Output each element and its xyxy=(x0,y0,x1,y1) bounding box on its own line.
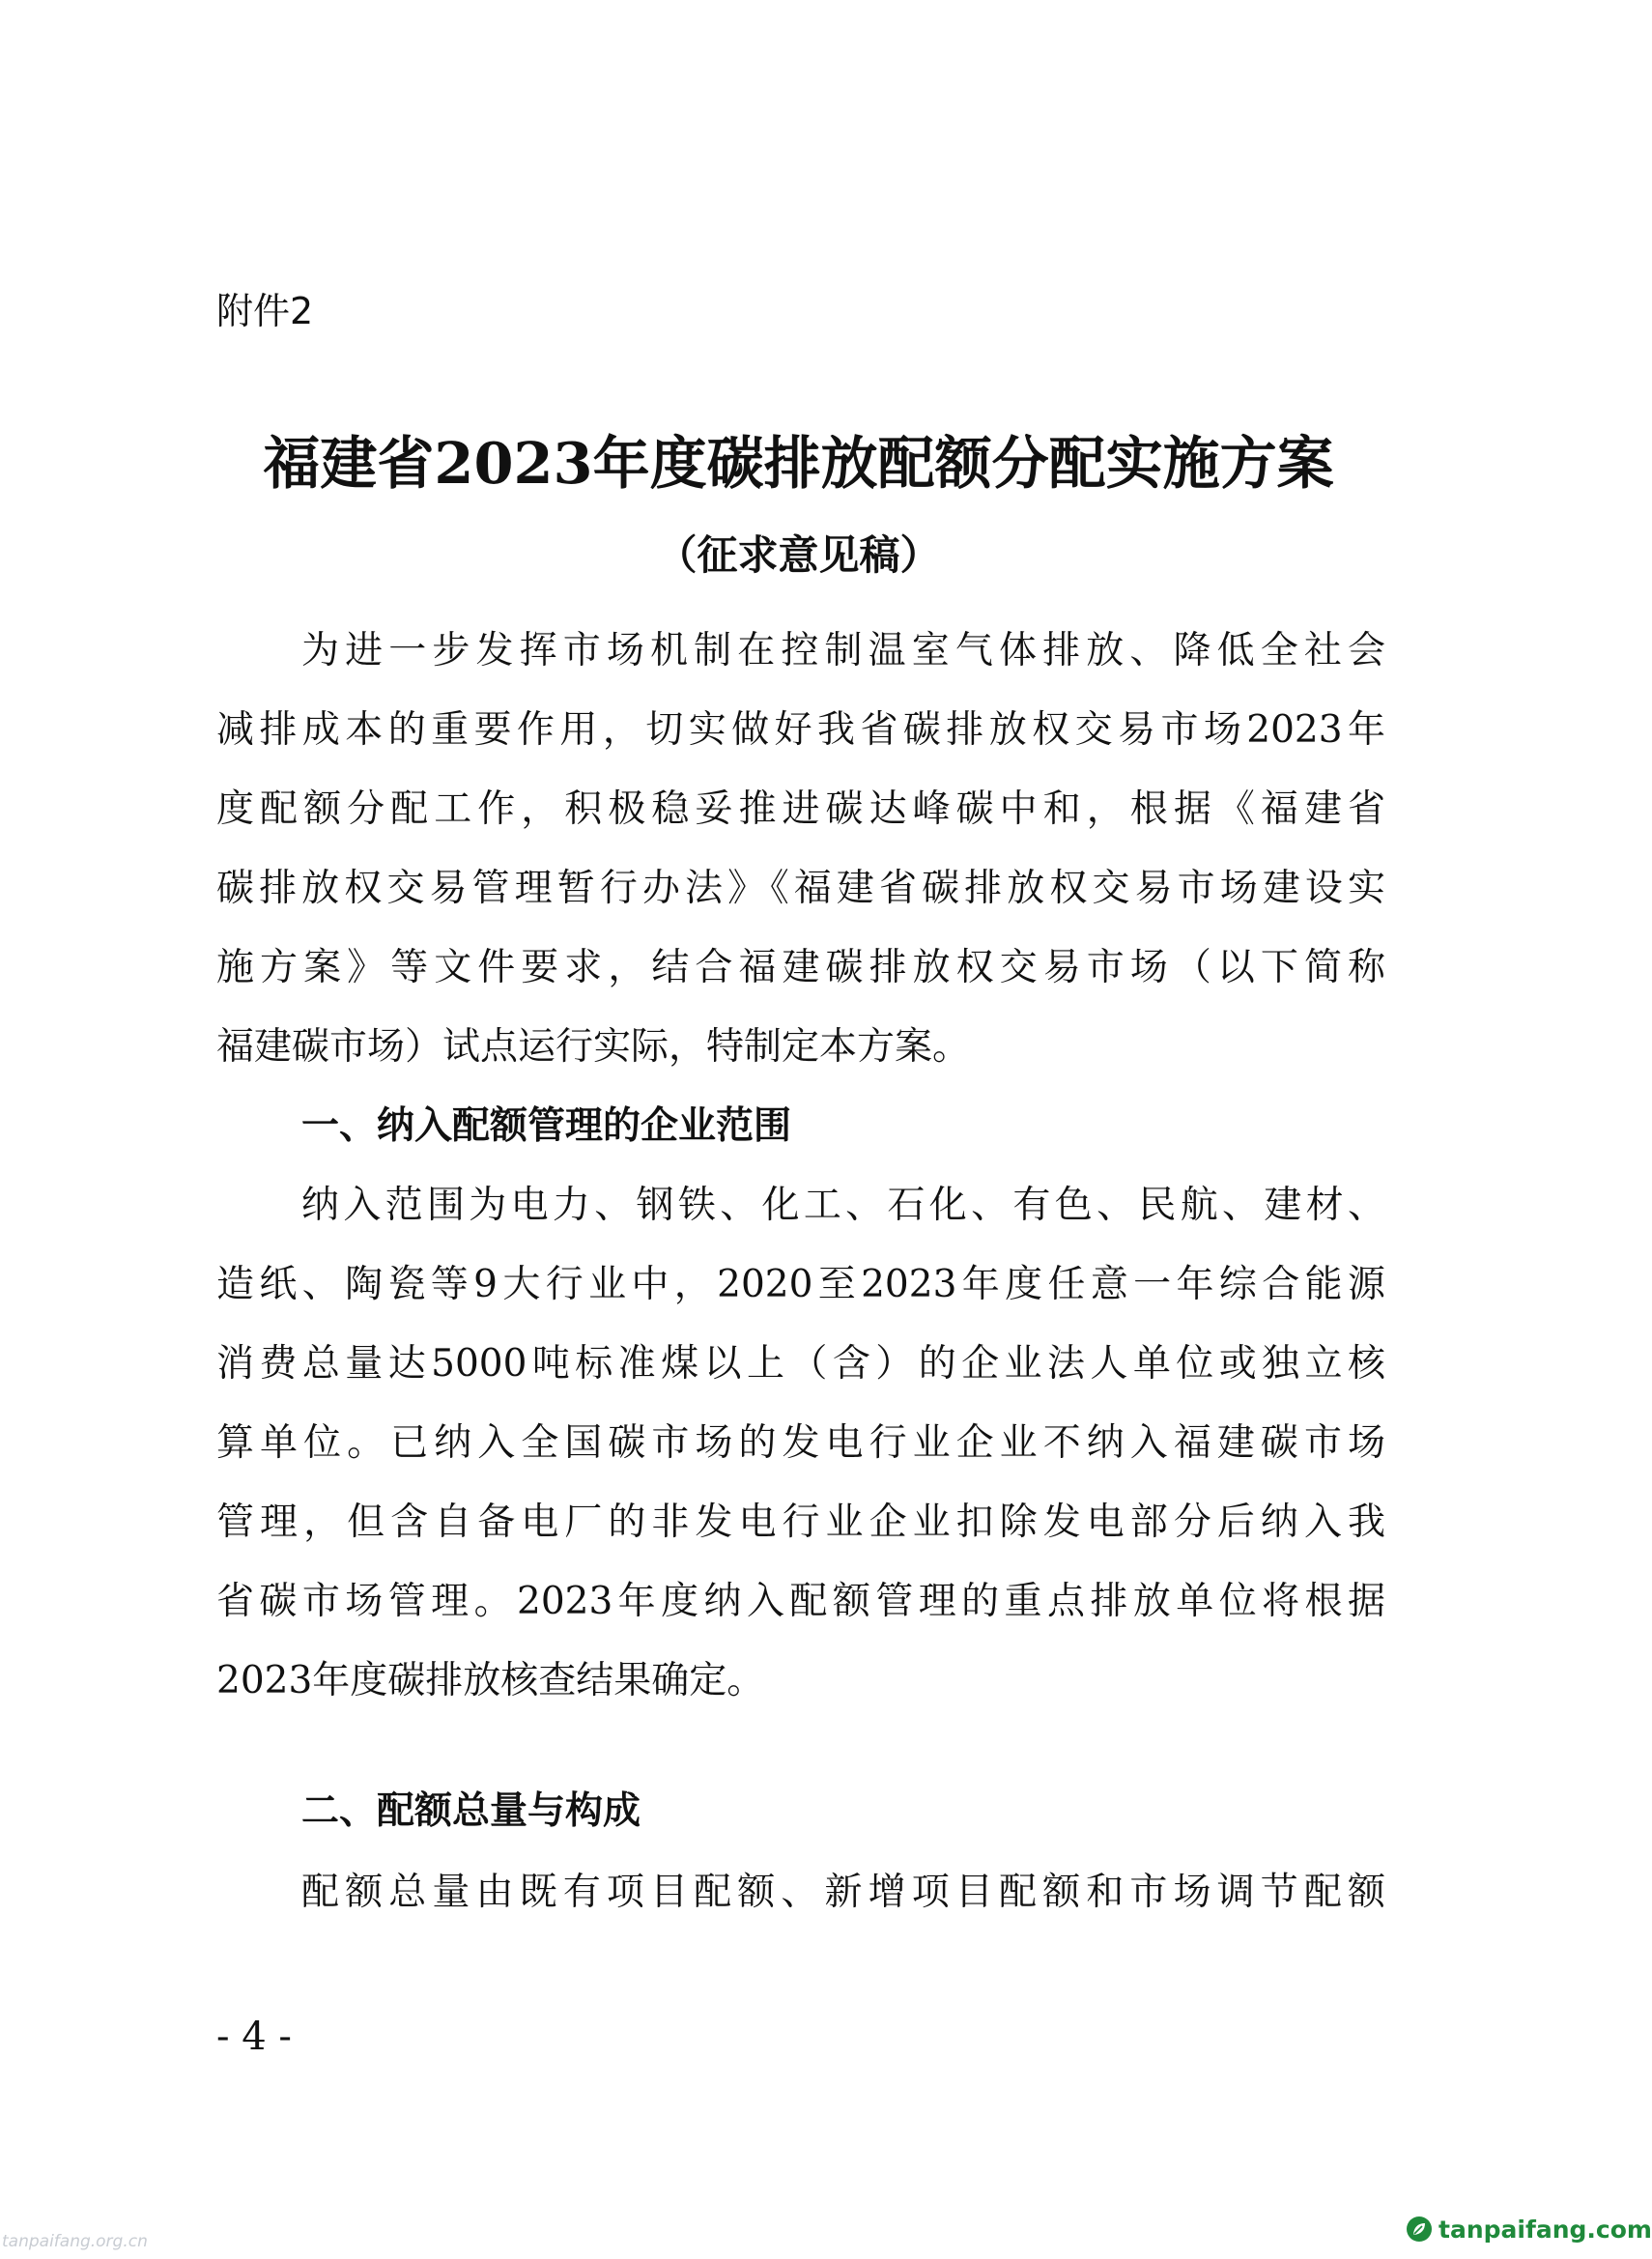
paragraph-line: 2023年度碳排放核查结果确定。 xyxy=(216,1659,765,1702)
attachment-label: 附件2 xyxy=(216,290,314,332)
paragraph-line: 福建碳市场）试点运行实际，特制定本方案。 xyxy=(216,1025,971,1069)
watermark-right[interactable] xyxy=(1406,2213,1652,2245)
paragraph-line: 减排成本的重要作用，切实做好我省碳排放权交易市场2023年 xyxy=(216,708,1385,752)
paragraph-line: 碳排放权交易管理暂行办法》《福建省碳排放权交易市场建设实 xyxy=(216,867,1385,910)
leaf-icon xyxy=(1406,2216,1433,2243)
watermark-right-text: tanpaifang.com xyxy=(1438,2215,1652,2244)
page-number: - 4 - xyxy=(216,2015,292,2059)
paragraph-line: 算单位。已纳入全国碳市场的发电行业企业不纳入福建碳市场 xyxy=(216,1421,1385,1465)
paragraph-line: 管理，但含自备电厂的非发电行业企业扣除发电部分后纳入我 xyxy=(216,1501,1385,1544)
paragraph-line: 施方案》等文件要求，结合福建碳排放权交易市场（以下简称 xyxy=(216,946,1385,989)
paragraph-line: 度配额分配工作，积极稳妥推进碳达峰碳中和，根据《福建省 xyxy=(216,787,1385,831)
paragraph-line: 为进一步发挥市场机制在控制温室气体排放、降低全社会 xyxy=(301,629,1385,672)
section-heading-scope: 一、纳入配额管理的企业范围 xyxy=(301,1104,792,1148)
paragraph-line: 省碳市场管理。2023年度纳入配额管理的重点排放单位将根据 xyxy=(216,1580,1385,1623)
watermark-left: tanpaifang.org.cn xyxy=(2,2232,148,2251)
section-heading-total: 二、配额总量与构成 xyxy=(301,1789,641,1833)
paragraph-line: 消费总量达5000吨标准煤以上（含）的企业法人单位或独立核 xyxy=(216,1342,1385,1386)
paragraph-line: 配额总量由既有项目配额、新增项目配额和市场调节配额 xyxy=(301,1871,1385,1914)
paragraph-line: 造纸、陶瓷等9大行业中，2020至2023年度任意一年综合能源 xyxy=(216,1263,1385,1306)
document-subtitle: （征求意见稿） xyxy=(656,531,941,579)
document-title: 福建省2023年度碳排放配额分配实施方案 xyxy=(263,430,1334,497)
paragraph-line: 纳入范围为电力、钢铁、化工、石化、有色、民航、建材、 xyxy=(301,1184,1385,1227)
